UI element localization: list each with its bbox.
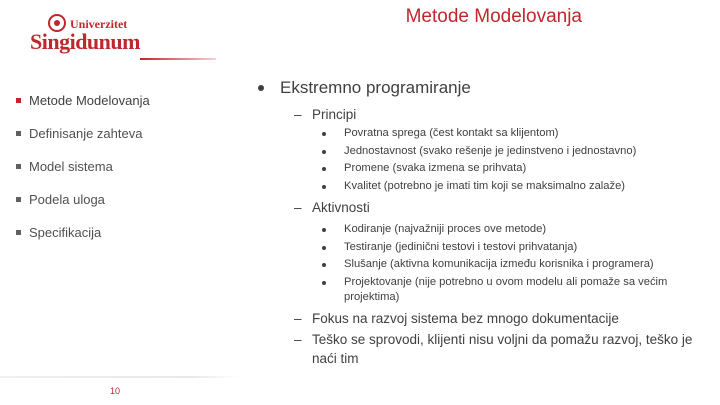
nav-item-label: Model sistema [29,159,113,174]
bullet-icon [322,263,326,267]
logo-top-text: Univerzitet [70,17,128,31]
section-nav [16,84,150,249]
main-heading: Ekstremno programiranje [280,78,471,97]
list-item [322,222,708,237]
list-item [322,179,708,194]
footer-divider [0,376,240,378]
bullet-icon [322,281,326,285]
nav-item-label: Metode Modelovanja [29,93,150,108]
nav-item-metode-modelovanja[interactable] [16,84,150,117]
nav-item-podela-uloga[interactable] [16,183,150,216]
slide-title: Metode Modelovanja [405,6,582,27]
list-item [322,257,708,272]
list-item [322,275,708,305]
bullet-icon [322,246,326,250]
slide-content [258,76,708,368]
bullet-icon [322,132,326,136]
list-item [322,240,708,255]
list-item [322,126,708,141]
sub-bullet-aktivnosti [294,198,708,217]
dash-marker: – [294,332,302,348]
sub-bullet-label: Teško se sprovodi, klijenti nisu voljni da pomažu razvoj, teško je naći tim [312,332,693,367]
list-item-text: Kvalitet (potrebno je imati tim koji se maksimalno zalaže) [344,180,626,193]
bullet-icon [322,185,326,189]
page-number: 10 [110,386,121,396]
aktivnosti-list [322,222,708,305]
list-item-text: Projektovanje (nije potrebno u ovom modelu ali pomaže sa većim projektima) [344,276,668,304]
list-item-text: Promene (svaka izmena se prihvata) [344,162,527,175]
nav-item-definisanje-zahteva[interactable] [16,117,150,150]
square-bullet-icon [16,197,21,202]
nav-item-label: Specifikacija [29,225,102,240]
logo-underline [140,58,216,60]
list-item-text: Kodiranje (najvažniji proces ove metode) [344,223,547,236]
sub-bullet-principi [294,105,708,124]
dash-marker: – [294,311,302,327]
bullet-icon [322,228,326,232]
bullet-icon [322,167,326,171]
square-bullet-icon [16,98,21,103]
main-bullet [258,76,708,100]
bullet-icon [322,150,326,154]
square-bullet-icon [16,131,21,136]
sub-bullet-label: Aktivnosti [312,200,370,216]
sub-bullet-label: Fokus na razvoj sistema bez mnogo dokumentacije [312,311,619,327]
nav-item-label: Podela uloga [29,192,105,207]
bullet-icon [258,85,264,91]
list-item [322,161,708,176]
square-bullet-icon [16,230,21,235]
principi-list [322,126,708,194]
list-item [322,144,708,159]
sub-bullet-label: Principi [312,107,357,122]
nav-item-label: Definisanje zahteva [29,126,143,141]
university-logo [30,14,190,58]
list-item-text: Testiranje (jedinični testovi i testovi prihvatanja) [344,240,578,253]
dash-marker: – [294,200,302,216]
list-item-text: Slušanje (aktivna komunikacija između korisnika i programera) [344,258,654,271]
list-item-text: Povratna sprega (čest kontakt sa klijentom) [344,127,559,139]
list-item-text: Jednostavnost (svako rešenje je jedinstveno i jednostavno) [344,144,637,157]
nav-item-model-sistema[interactable] [16,150,150,183]
sub-bullet-tesko [294,330,708,368]
dash-marker: – [294,107,302,122]
nav-item-specifikacija[interactable] [16,216,150,249]
sub-bullet-fokus [294,309,708,328]
square-bullet-icon [16,164,21,169]
logo-main-text: Singidunum [30,29,140,54]
